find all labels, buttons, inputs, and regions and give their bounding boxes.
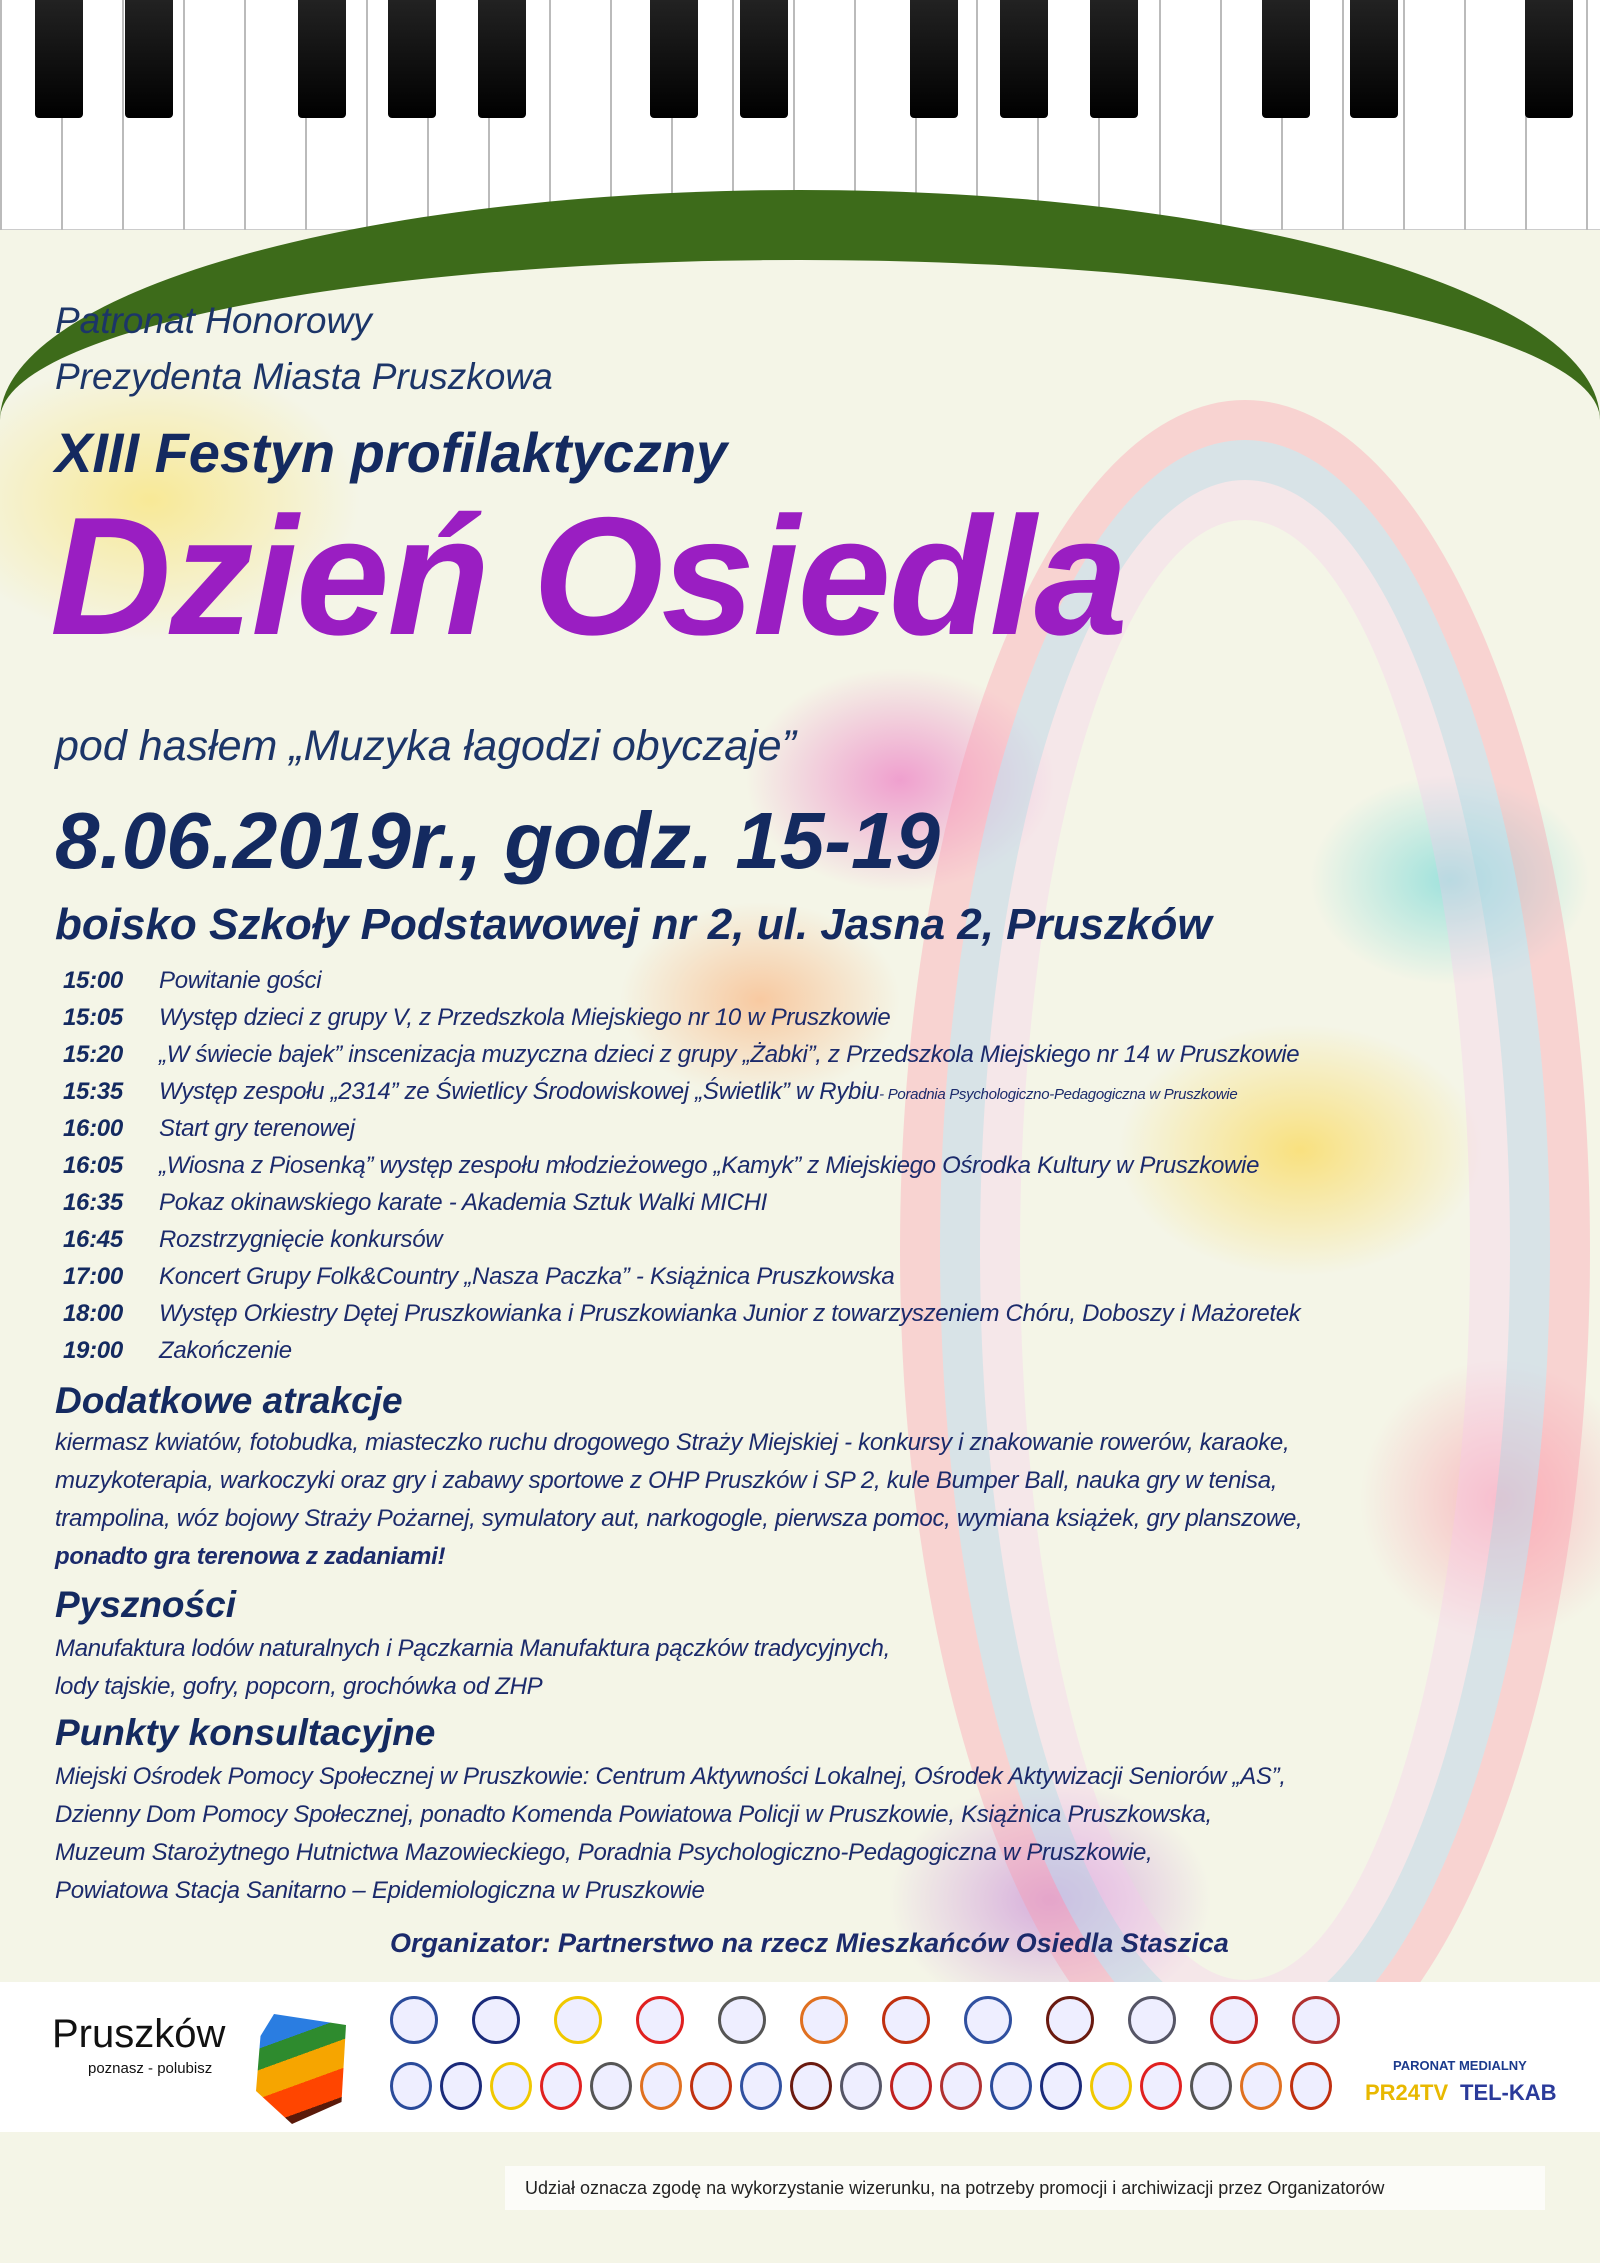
black-key: [1000, 0, 1048, 118]
white-key: [549, 0, 551, 230]
media-patron-label: PARONAT MEDIALNY: [1393, 2058, 1527, 2073]
schedule-item: [63, 1078, 1563, 1115]
sponsor-logo: [1210, 1996, 1258, 2044]
black-key: [35, 0, 83, 118]
telkab-logo: TEL-KAB: [1460, 2080, 1557, 2105]
schedule-item: [63, 1041, 1563, 1078]
black-key: [1262, 0, 1310, 118]
sponsor-logo: [1292, 1996, 1340, 2044]
consult-text: [55, 1758, 1555, 1910]
schedule-text: Rozstrzygnięcie konkursów: [159, 1226, 443, 1253]
schedule-time: 16:05: [63, 1152, 123, 1179]
schedule-item: [63, 1337, 1563, 1374]
schedule-text: Pokaz okinawskiego karate - Akademia Sztuk Walki MICHI: [159, 1189, 768, 1216]
event-title: Dzień Osiedla: [50, 482, 1126, 670]
schedule-time: 16:35: [63, 1189, 123, 1216]
schedule-item: [63, 967, 1563, 1004]
sponsor-logo: [1128, 1996, 1176, 2044]
white-key: [1586, 0, 1588, 230]
schedule-time: 15:00: [63, 967, 123, 994]
pruszkow-tagline: poznasz - polubisz: [88, 2060, 213, 2077]
black-key: [1525, 0, 1573, 118]
sponsor-logo: [472, 1996, 520, 2044]
schedule-text: Występ Orkiestry Dętej Pruszkowianka i Pruszkowianka Junior z towarzyszeniem Chóru, Doboszy i Mażoretek: [159, 1300, 1301, 1327]
schedule: [63, 967, 1563, 1374]
attractions-line: muzykoterapia, warkoczyki oraz gry i zabawy sportowe z OHP Pruszków i SP 2, kule Bumper Ball, nauka gry w tenisa,: [55, 1467, 1278, 1494]
schedule-item: [63, 1300, 1563, 1337]
schedule-item: [63, 1004, 1563, 1041]
sponsor-logo: [1046, 1996, 1094, 2044]
sponsor-logo: [554, 1996, 602, 2044]
food-text: [55, 1630, 1555, 1706]
schedule-text: Występ dzieci z grupy V, z Przedszkola Miejskiego nr 10 w Pruszkowie: [159, 1004, 891, 1031]
attractions-heading: Dodatkowe atrakcje: [55, 1380, 403, 1421]
schedule-time: 18:00: [63, 1300, 123, 1327]
consult-line: Dzienny Dom Pomocy Społecznej, ponadto Komenda Powiatowa Policji w Pruszkowie, Książnica Pruszkowska,: [55, 1801, 1212, 1828]
event-motto: pod hasłem „Muzyka łagodzi obyczaje”: [55, 722, 796, 770]
schedule-text: Występ zespołu „2314” ze Świetlicy Środowiskowej „Świetlik” w Rybiu: [159, 1078, 880, 1105]
sponsor-logo: [1040, 2062, 1082, 2110]
schedule-item: [63, 1226, 1563, 1263]
sponsor-logo: [690, 2062, 732, 2110]
sponsor-logo: [1140, 2062, 1182, 2110]
schedule-item: [63, 1115, 1563, 1152]
black-key: [125, 0, 173, 118]
pr24tv-logo: PR24TV: [1365, 2080, 1449, 2105]
sponsor-logo: [1240, 2062, 1282, 2110]
schedule-text: Zakończenie: [159, 1337, 292, 1364]
organizer: Organizator: Partnerstwo na rzecz Mieszkańców Osiedla Staszica: [390, 1928, 1229, 1958]
sponsor-logo: [718, 1996, 766, 2044]
black-key: [910, 0, 958, 118]
black-key: [388, 0, 436, 118]
pruszkow-logo-text: Pruszków: [52, 2012, 226, 2056]
consult-heading: Punkty konsultacyjne: [55, 1712, 436, 1753]
food-heading: Pyszności: [55, 1584, 236, 1625]
sponsor-logo: [964, 1996, 1012, 2044]
schedule-time: 17:00: [63, 1263, 123, 1290]
sponsor-logo: [790, 2062, 832, 2110]
event-date: 8.06.2019r., godz. 15-19: [55, 796, 940, 885]
sponsor-logo: [740, 2062, 782, 2110]
schedule-time: 16:00: [63, 1115, 123, 1142]
white-key: [1403, 0, 1405, 230]
consult-line: Muzeum Starożytnego Hutnictwa Mazowieckiego, Poradnia Psychologiczno-Pedagogiczna w Pruszkowie,: [55, 1839, 1153, 1866]
schedule-note: - Poradnia Psychologiczno-Pedagogiczna w Pruszkowie: [879, 1086, 1238, 1103]
white-key: [0, 0, 2, 230]
black-key: [478, 0, 526, 118]
attractions-line: trampolina, wóz bojowy Straży Pożarnej, symulatory aut, narkogogle, pierwsza pomoc, wymiana książek, gry planszowe,: [55, 1505, 1303, 1532]
black-key: [740, 0, 788, 118]
black-key: [1350, 0, 1398, 118]
white-key: [1220, 0, 1222, 230]
black-key: [298, 0, 346, 118]
pruszkow-logo-icon: [256, 2014, 346, 2124]
disclaimer: Udział oznacza zgodę na wykorzystanie wizerunku, na potrzeby promocji i archiwizacji przez Organizatorów: [505, 2166, 1545, 2210]
sponsor-logo: [390, 1996, 438, 2044]
sponsor-logo: [990, 2062, 1032, 2110]
event-place: boisko Szkoły Podstawowej nr 2, ul. Jasna 2, Pruszków: [55, 900, 1212, 949]
sponsor-logo: [636, 1996, 684, 2044]
festival-subtitle: XIII Festyn profilaktyczny: [55, 421, 728, 484]
white-key: [366, 0, 368, 230]
attractions-line: kiermasz kwiatów, fotobudka, miasteczko ruchu drogowego Straży Miejskiej - konkursy i znakowanie rowerów, karaoke,: [55, 1429, 1290, 1456]
schedule-time: 15:35: [63, 1078, 123, 1105]
schedule-item: [63, 1152, 1563, 1189]
sponsor-logo: [1290, 2062, 1332, 2110]
schedule-time: 16:45: [63, 1226, 123, 1253]
white-key: [1159, 0, 1161, 230]
schedule-time: 19:00: [63, 1337, 123, 1364]
consult-line: Powiatowa Stacja Sanitarno – Epidemiologiczna w Pruszkowie: [55, 1877, 705, 1904]
sponsor-logos-band: [0, 1982, 1600, 2132]
sponsor-logo: [1090, 2062, 1132, 2110]
schedule-text: „W świecie bajek” inscenizacja muzyczna dzieci z grupy „Żabki”, z Przedszkola Miejskiego nr 14 w Pruszkowie: [159, 1041, 1300, 1068]
white-key: [244, 0, 246, 230]
schedule-item: [63, 1263, 1563, 1300]
schedule-text: „Wiosna z Piosenką” występ zespołu młodzieżowego „Kamyk” z Miejskiego Ośrodka Kultury w Pruszkowie: [159, 1152, 1260, 1179]
sponsor-logo: [800, 1996, 848, 2044]
sponsor-logo: [940, 2062, 982, 2110]
patron-line-1: Patronat Honorowy: [55, 300, 372, 341]
sponsor-logo: [640, 2062, 682, 2110]
sponsor-logo: [490, 2062, 532, 2110]
schedule-item: [63, 1189, 1563, 1226]
sponsor-logo: [540, 2062, 582, 2110]
patron-line-2: Prezydenta Miasta Pruszkowa: [55, 356, 553, 397]
food-line: Manufaktura lodów naturalnych i Pączkarnia Manufaktura pączków tradycyjnych,: [55, 1635, 890, 1662]
consult-line: Miejski Ośrodek Pomocy Społecznej w Pruszkowie: Centrum Aktywności Lokalnej, Ośrodek Aktywizacji Seniorów „AS”,: [55, 1763, 1286, 1790]
white-key: [1464, 0, 1466, 230]
black-key: [1090, 0, 1138, 118]
schedule-text: Koncert Grupy Folk&Country „Nasza Paczka” - Książnica Pruszkowska: [159, 1263, 895, 1290]
sponsor-logo: [882, 1996, 930, 2044]
schedule-text: Powitanie gości: [159, 967, 322, 994]
attractions-text: [55, 1424, 1555, 1576]
sponsor-logo: [440, 2062, 482, 2110]
sponsor-logo: [590, 2062, 632, 2110]
sponsor-logo: [390, 2062, 432, 2110]
schedule-time: 15:20: [63, 1041, 123, 1068]
sponsor-logo: [840, 2062, 882, 2110]
attractions-bold-line: ponadto gra terenowa z zadaniami!: [55, 1543, 446, 1570]
white-key: [183, 0, 185, 230]
sponsor-logo: [1190, 2062, 1232, 2110]
sponsor-logo: [890, 2062, 932, 2110]
white-key: [1342, 0, 1344, 230]
black-key: [650, 0, 698, 118]
white-key: [122, 0, 124, 230]
schedule-time: 15:05: [63, 1004, 123, 1031]
schedule-text: Start gry terenowej: [159, 1115, 355, 1142]
food-line: lody tajskie, gofry, popcorn, grochówka od ZHP: [55, 1673, 543, 1700]
